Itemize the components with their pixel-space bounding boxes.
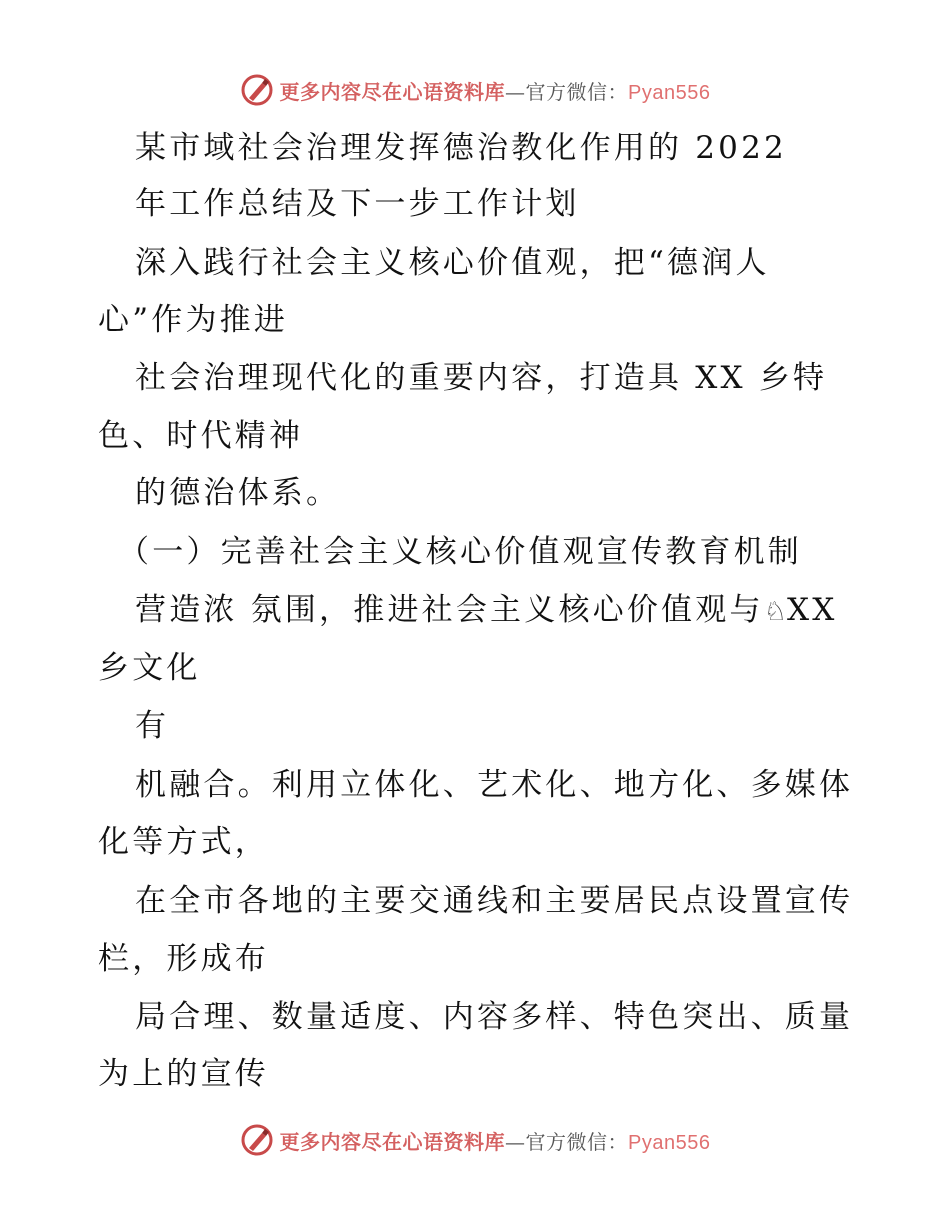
doc-line: 在全市各地的主要交通线和主要居民点设置宣传 — [135, 883, 854, 919]
banner-dash: — — [505, 79, 526, 104]
doc-title-line-1: 某市域社会治理发挥德治教化作用的 2022 — [135, 130, 787, 166]
banner-label: 官方微信： — [525, 1129, 629, 1154]
banner-site-name: 更多内容尽在心语资料库 — [279, 1129, 506, 1154]
doc-title-line-2: 年工作总结及下一步工作计划 — [135, 186, 580, 222]
doc-line: 局合理、数量适度、内容多样、特色突出、质量 — [135, 999, 854, 1035]
doc-line-text: XX — [786, 592, 838, 628]
banner-dash: — — [505, 1129, 526, 1154]
doc-line: 的德治体系。 — [135, 475, 341, 511]
doc-line: 乡文化 — [98, 650, 201, 686]
banner-handle: Pyan556 — [628, 81, 711, 104]
doc-section-heading: （一）完善社会主义核心价值观宣传教育机制 — [118, 534, 802, 570]
banner-handle: Pyan556 — [628, 1131, 711, 1154]
banner-site-name: 更多内容尽在心语资料库 — [279, 79, 506, 104]
banner-text — [280, 1126, 711, 1155]
doc-line: 有 — [135, 708, 170, 744]
chess-knight-icon: ♘ — [763, 597, 787, 627]
doc-line-text: 营造浓 氛围，推进社会主义核心价值观与 — [135, 592, 764, 628]
header-banner — [0, 70, 950, 110]
doc-line — [135, 590, 838, 632]
doc-line: 栏，形成布 — [98, 941, 269, 977]
doc-line: 深入践行社会主义核心价值观，把“德润人 — [135, 245, 770, 281]
footer-banner — [0, 1120, 950, 1160]
banner-text — [280, 76, 711, 105]
doc-line: 化等方式， — [98, 824, 269, 860]
pen-logo-icon — [240, 1123, 274, 1157]
doc-line: 心”作为推进 — [98, 302, 289, 338]
banner-label: 官方微信： — [525, 79, 629, 104]
pen-logo-icon — [240, 73, 274, 107]
doc-line: 为上的宣传 — [98, 1056, 269, 1092]
doc-line: 机融合。利用立体化、艺术化、地方化、多媒体 — [135, 767, 854, 803]
doc-line: 社会治理现代化的重要内容，打造具 XX 乡特 — [135, 360, 828, 396]
doc-line: 色、时代精神 — [98, 418, 304, 454]
